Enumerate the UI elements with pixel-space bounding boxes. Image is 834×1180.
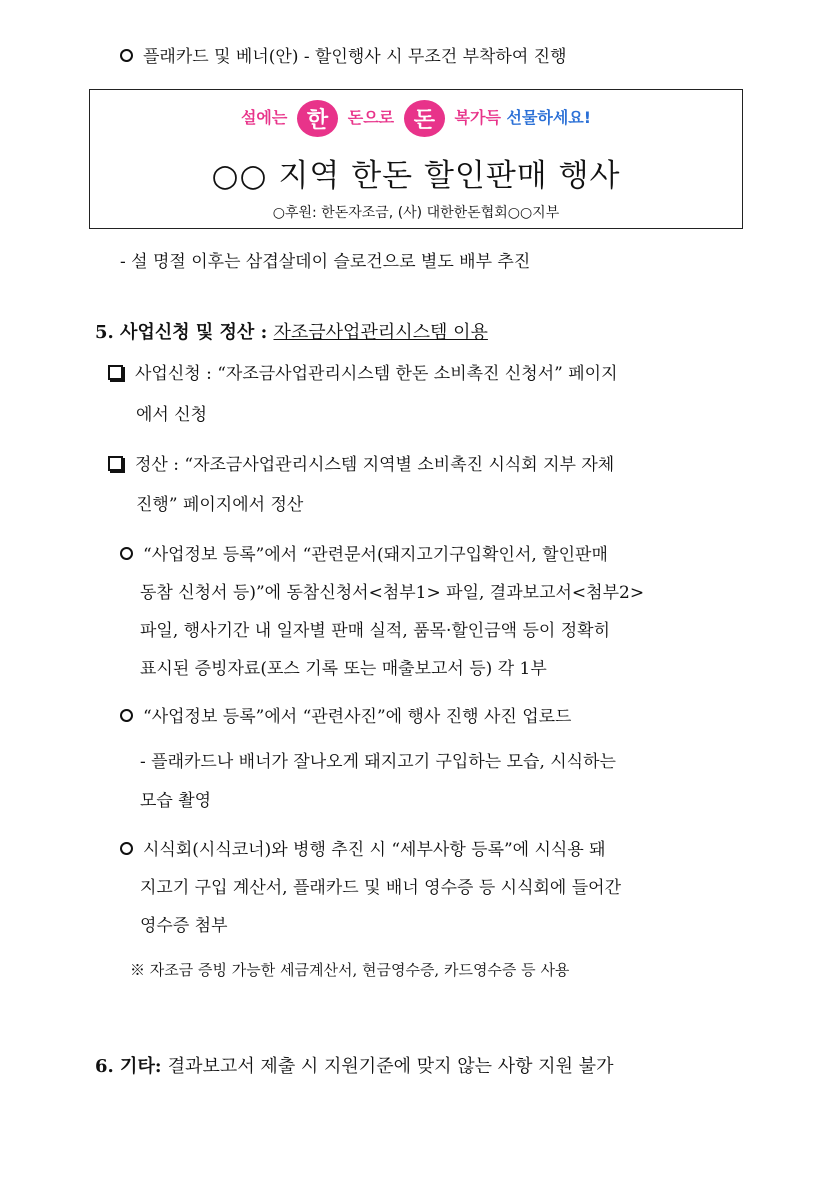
circle-bullet-icon xyxy=(120,842,133,855)
checkbox-square-icon xyxy=(108,365,123,380)
sub1-line1 xyxy=(120,544,608,566)
slogan-big-2: 돈 xyxy=(404,100,445,137)
sub3-line1-text: 시식회(시식코너)와 병행 추진 시 “세부사항 등록”에 시식용 돼 xyxy=(143,840,606,860)
banner-box xyxy=(89,89,743,229)
section6-heading-text: 6. 기타: xyxy=(95,1056,162,1077)
sub3-line1 xyxy=(120,839,606,861)
slogan-mid: 돈으로 xyxy=(347,108,395,127)
sub3-line3: 영수증 첨부 xyxy=(140,916,228,936)
sub2-line1-text: “사업정보 등록”에서 “관련사진”에 행사 진행 사진 업로드 xyxy=(143,707,572,727)
sub2-dash-line2: 모습 촬영 xyxy=(140,791,212,811)
section5-heading-text: 5. 사업신청 및 정산 : xyxy=(95,322,268,343)
section5-heading-link: 자조금사업관리시스템 이용 xyxy=(273,322,488,343)
slogan-big-1: 한 xyxy=(297,100,338,137)
banner-title: ○○ 지역 한돈 할인판매 행사 xyxy=(211,158,621,194)
sub1-line2: 동참 신청서 등)”에 동참신청서<첨부1> 파일, 결과보고서<첨부2> xyxy=(140,583,645,603)
sub1-line1-text: “사업정보 등록”에서 “관련문서(돼지고기구입확인서, 할인판매 xyxy=(143,545,608,565)
section5-item1-line2: 에서 신청 xyxy=(136,405,208,425)
item1-line1-text: 사업신청 : “자조금사업관리시스템 한돈 소비촉진 신청서” 페이지 xyxy=(135,364,618,384)
section5-item2-line1 xyxy=(108,454,614,476)
section5-heading xyxy=(95,318,488,344)
sub2-dash-line1: - 플래카드나 배너가 잘나오게 돼지고기 구입하는 모습, 시식하는 xyxy=(140,752,616,772)
intro-bullet-line xyxy=(120,46,567,68)
banner-slogan xyxy=(90,100,742,137)
sub3-line2: 지고기 구입 계산서, 플래카드 및 배너 영수증 등 시식회에 들어간 xyxy=(140,878,622,898)
slogan-post: 선물하세요! xyxy=(506,108,592,127)
banner-sponsor: ○후원: 한돈자조금, (사) 대한한돈협회○○지부 xyxy=(272,205,560,221)
section5-item1-line1 xyxy=(108,363,618,385)
section6-text: 결과보고서 제출 시 지원기준에 맞지 않는 사항 지원 불가 xyxy=(167,1056,614,1077)
circle-bullet-icon xyxy=(120,49,133,62)
sub2-line1 xyxy=(120,706,571,728)
intro-bullet-text: 플래카드 및 베너(안) - 할인행사 시 무조건 부착하여 진행 xyxy=(143,47,567,67)
sub1-line3: 파일, 행사기간 내 일자별 판매 실적, 품목·할인금액 등이 정확히 xyxy=(140,621,610,641)
circle-bullet-icon xyxy=(120,709,133,722)
slogan-pre: 설에는 xyxy=(240,108,288,127)
section5-note: ※ 자조금 증빙 가능한 세금계산서, 현금영수증, 카드영수증 등 사용 xyxy=(130,961,570,979)
item2-line1-text: 정산 : “자조금사업관리시스템 지역별 소비촉진 시식회 지부 자체 xyxy=(135,455,615,475)
sub1-line4: 표시된 증빙자료(포스 기록 또는 매출보고서 등) 각 1부 xyxy=(140,659,547,679)
checkbox-square-icon xyxy=(108,456,123,471)
after-banner-note: - 설 명절 이후는 삼겹살데이 슬로건으로 별도 배부 추진 xyxy=(120,252,531,272)
circle-bullet-icon xyxy=(120,547,133,560)
section6-heading xyxy=(95,1052,613,1078)
section5-item2-line2: 진행” 페이지에서 정산 xyxy=(136,495,304,515)
slogan-mid-2: 복가득 xyxy=(454,108,501,127)
